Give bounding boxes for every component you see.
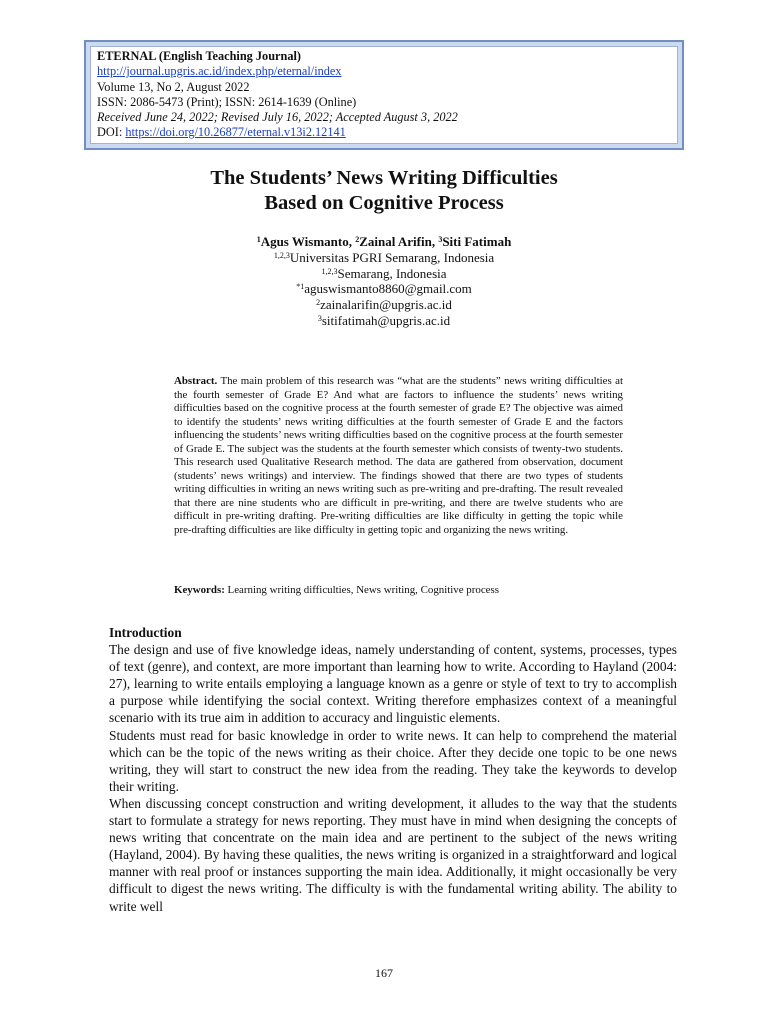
keywords-label: Keywords: <box>174 584 225 596</box>
issn-info: ISSN: 2086-5473 (Print); ISSN: 2614-1639 (Online) <box>97 94 357 109</box>
author2-superscript: 2 <box>355 235 360 244</box>
location-text: Semarang, Indonesia <box>337 265 447 281</box>
author3-superscript: 3 <box>438 235 443 244</box>
email3-text: sitifatimah@upgris.ac.id <box>321 312 451 328</box>
journal-header-box <box>84 40 684 150</box>
author2-name: Zainal Arifin, <box>359 234 439 249</box>
page-number: 167 <box>375 966 393 980</box>
email1-text: aguswismanto8860@gmail.com <box>304 281 472 297</box>
abstract-label: Abstract. <box>174 375 218 387</box>
email-2 <box>0 297 768 313</box>
journal-url-link[interactable]: http://journal.upgris.ac.id/index.php/eternal/index <box>97 64 342 79</box>
affiliation-text: Universitas PGRI Semarang, Indonesia <box>289 249 495 265</box>
email2-superscript: 2 <box>316 298 321 308</box>
affiliation-superscript: 1,2,3 <box>273 250 290 260</box>
location <box>0 266 768 282</box>
email3-superscript: 3 <box>317 313 322 323</box>
title-line-1: The Students’ News Writing Difficulties <box>210 167 558 189</box>
doi-link[interactable]: https://doi.org/10.26877/eternal.v13i2.12141 <box>125 125 346 140</box>
introduction-heading: Introduction <box>109 625 182 640</box>
doi-label: DOI: <box>97 125 126 140</box>
affiliation <box>0 250 768 266</box>
author1-name: Agus Wismanto, <box>260 234 356 249</box>
submission-dates: Received June 24, 2022; Revised July 16, 2022; Accepted August 3, 2022 <box>97 110 458 125</box>
introduction-section <box>109 624 677 915</box>
keywords-section <box>174 584 623 598</box>
email2-text: zainalarifin@upgris.ac.id <box>320 297 452 313</box>
doi-line <box>97 125 671 140</box>
intro-paragraph-1: The design and use of five knowledge ideas, namely understanding of content, systems, processes, types of text (genre), and context, are more important than learning how to write. According to Hayland (2004: 27), learning to write entails employing a language known as a genre or style of text to try to accomplish a purpose while identifying the social context. Writing therefore emphasizes context of a meaningful scenario with its true aim in addition to accuracy and linguistic elements. <box>109 642 677 726</box>
location-superscript: 1,2,3 <box>321 266 338 276</box>
email1-superscript: *1 <box>296 282 305 292</box>
keywords-text: Learning writing difficulties, News writing, Cognitive process <box>224 584 499 596</box>
journal-header-inner <box>90 46 678 144</box>
email-3 <box>0 313 768 329</box>
journal-name: ETERNAL (English Teaching Journal) <box>97 49 301 63</box>
abstract-section <box>174 375 623 537</box>
article-title <box>0 166 768 216</box>
email-1 <box>0 281 768 297</box>
author3-name: Siti Fatimah <box>442 234 512 249</box>
author-block <box>0 234 768 329</box>
author1-superscript: 1 <box>256 235 261 244</box>
title-line-2: Based on Cognitive Process <box>264 192 504 214</box>
intro-paragraph-3: When discussing concept construction and writing development, it alludes to the way that the students start to formulate a strategy for news reporting. They must have in mind when designing the concepts of news writing that concentrate on the main idea and are pertinent to the subject of the news writing (Hayland, 2004). By having these qualities, the news writing is organized in a straightforward and logical manner with real proof or instances supporting the main idea. Additionally, it might occasionally be very difficult to digest the news writing. The difficulty is with the fundamental writing ability. The ability to write well <box>109 795 677 914</box>
volume-info: Volume 13, No 2, August 2022 <box>97 79 250 94</box>
intro-paragraph-2: Students must read for basic knowledge in order to write news. It can help to comprehend the material which can be the topic of the news writing as their choice. After they decide one topic to be one news writing, they will start to construct the new idea from the reading. They take the keywords to develop their writing. <box>109 727 677 794</box>
abstract-text: The main problem of this research was “what are the students” news writing difficulties at the fourth semester of Grade E? And what are factors to influence the students’ news writing difficulties based on the cognitive process at the fourth semester of grade E? The objective was aimed to identify the students’ news writing difficulties at the fourth semester of Grade E and the factors influencing the students’ news writing difficulties based on the cognitive process at the fourth semester of Grade E. The subject was the students at the fourth semester which consists of twenty-two students. This research used Qualitative Research method. The data are gathered from observation, document (students’ news writings) and interview. The findings showed that there are two types of students writing difficulties in writing an news writing such as pre-writing and pre-drafting. The result revealed that there are nine students who are difficult in pre-writing, and there are twelve students who are difficult in pre-writing drafting. Pre-writing difficulties are like difficulty in getting the topic while pre-drafting difficulties are like difficulty in getting topic and organizing the news writing. <box>174 375 623 536</box>
author-names <box>0 234 768 250</box>
